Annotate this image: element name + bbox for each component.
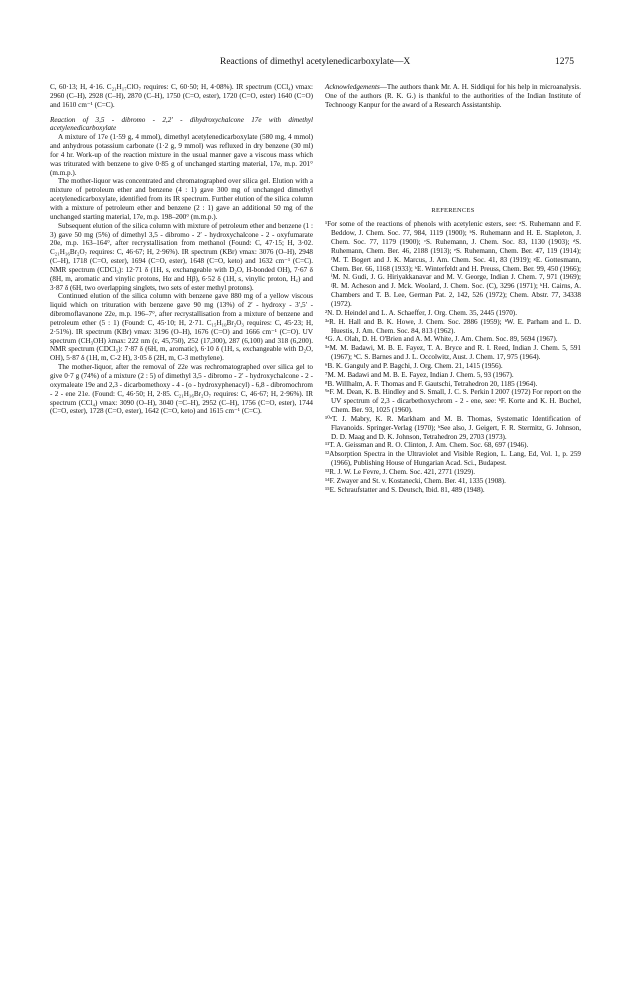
reference-item: ⁴G. A. Olah, D. H. O'Brien and A. M. White, J. Am. Chem. Soc. 89, 5694 (1967). — [325, 335, 558, 344]
acknowledgements — [325, 83, 581, 110]
reference-item: ⁶B. K. Ganguly and P. Bagchi, J. Org. Chem. 21, 1415 (1956). — [325, 361, 503, 370]
paragraph: Continued elution of the silica column with benzene gave 880 mg of a yellow viscous liquid which on trituration with benzene gave 90 mg (13%) of 2′ - hydroxy - 3′,5′ - dibromoflavanone 22e, m.p. 196–7°, after recrystallisation from a mixture of benzene and petroleum ether (5 : 1) (Found: C, 45·10; H, 2·71. C₁₅H₁₀Br₂O₃ requires: C, 45·23; H, 2·51%). IR spectrum (KBr) νmax: 3196 (O–H), 1676 (C=O) and 1666 cm⁻¹ (C=O). UV spectrum (CH₃OH) λmax: 222 nm (ε, 45,750), 252 (17,300), 287 (6,100) and 318 (6,200). NMR spectrum (CDCl₃): 7·87 δ (6H, m, aromatic), 6·10 δ (1H, s, exchangeable with D₂O, OH), 5·87 δ (1H, m, C-2 H), 3·05 δ (2H, m, C-3 methylene). — [50, 292, 313, 363]
reference-item: ³ᵃR. H. Hall and B. K. Howe, J. Chem. Soc. 2886 (1959); ᵇW. E. Parham and L. D. Huestis, J. Am. Chem. Soc. 84, 813 (1962). — [325, 317, 581, 335]
reference-item: ¹¹T. A. Geissman and R. O. Clinton, J. Am. Chem. Soc. 68, 697 (1946). — [325, 441, 529, 450]
running-title: Reactions of dimethyl acetylenedicarboxylate—X — [220, 57, 411, 67]
references-title: REFERENCES — [431, 206, 475, 214]
running-head — [0, 57, 624, 71]
reference-item: ⁷M. M. Badawi and M. B. E. Fayez, Indian J. Chem. 5, 93 (1967). — [325, 370, 514, 379]
acknowledgements-label: Acknowledgements — [325, 83, 380, 91]
reference-item: ¹⁰ᵃT. J. Mabry, K. R. Markham and M. B. Thomas, Systematic Identification of Flavanoids. Springer-Verlag (1970); ᵇSee also, J. Geigert, F. R. Stermitz, G. Johnson, D. D. Maag and D. K. Johnson, Tetrahedron 29, 2703 (1973). — [325, 414, 581, 441]
paragraph: The mother-liquor was concentrated and chromatographed over silica gel. Elution with a mixture of petroleum ether and benzene (4 : 1) gave 300 mg of unchanged dimethyl acetylenedicarboxylate, identified from its IR spectrum. Further elution of the silica column with a mixture of petroleum ether and benzene (2 : 1) gave an additional 50 mg of the unchanged starting material, 17e, m.p. 198–200° (m.m.p.). — [50, 177, 313, 221]
reference-item: ¹⁴F. Zwayer and St. v. Kostanecki, Chem. Ber. 41, 1335 (1908). — [325, 476, 506, 485]
section-heading: Reaction of 3,5 - dibromo - 2,2′ - dihydroxychalcone 17e with dimethyl acetylenedicarboxylate — [50, 115, 313, 133]
reference-item: ¹³R. J. W. Le Fevre, J. Chem. Soc. 421, 2771 (1929). — [325, 468, 476, 476]
reference-item: ¹²Absorption Spectra in the Ultraviolet and Visible Region, L. Lang, Ed, Vol. 1, p. 259 (1966), Publishing House of Hungarian Acad. Sci., Budapest. — [325, 450, 581, 468]
reference-item: ⁵ᵃM. M. Badawi, M. B. E. Fayez, T. A. Bryce and R. I. Reed, Indian J. Chem. 5, 591 (1967); ᵇC. S. Barnes and J. L. Occolwitz, Aust. J. Chem. 17, 975 (1964). — [325, 344, 581, 362]
reference-item: ⁸B. Willhalm, A. F. Thomas and F. Gautschi, Tetrahedron 20, 1185 (1964). — [325, 379, 538, 388]
reference-item: ¹⁵E. Schraufstatter and S. Deutsch, Ibid. 81, 489 (1948). — [325, 485, 485, 494]
page-number: 1275 — [555, 57, 574, 67]
paragraph: The mother-liquor, after the removal of 22e was rechromatographed over silica gel to give 0·7 g (74%) of a mixture (2 : 5) of dimethyl 3,5 - dibromo - 2′ - hydroxychalcone - 2 - oxymaleate 19e and 2,3 - dicarbomethoxy - 4 - (o - hydroxyphenacyl) - 6,8 - dibromochrom - 2 - ene 21e. (Found: C, 46·50; H, 2·85. C₂₁H₁₆Br₂O₇ requires: C, 46·67; H, 2·96%). IR spectrum (CCl₄) νmax: 3090 (O–H), 3040 (=C–H), 2952 (C–H), 1756 (C=O, ester), 1744 (C=O, ester), 1728 (C=O, ester), 1642 (C=O, keto) and 1615 cm⁻¹ (C=C). — [50, 363, 313, 416]
paragraph: A mixture of 17e (1·59 g, 4 mmol), dimethyl acetylenedicarboxylate (580 mg, 4 mmol) and anhydrous potassium carbonate (1·2 g, 9 mmol) was refluxed in dry benzene (30 ml) for 4 hr. Work-up of the reaction mixture in the usual manner gave a viscous mass which was triturated with benzene to give 0·85 g of unchanged starting material, 17e, m.p. 201° (m.m.p.). — [50, 133, 313, 177]
paragraph: Subsequent elution of the silica column with mixture of petroleum ether and benzene (1 : 3) gave 50 mg (5%) of dimethyl 3,5 - dibromo - 2′ - hydroxychalcone - 2 - oxyfumarate 20e, m.p. 163–164°, after recrystallisation from methanol (Found: C, 47·15; H, 3·02. C₂₁H₁₆Br₂O₇ requires: C, 46·67; H, 2·96%). IR spectrum (KBr) νmax: 3076 (O–H), 2948 (C–H), 1718 (C=O, ester), 1694 (C=O, ester), 1648 (C=O, keto) and 1632 cm⁻¹ (C=C). NMR spectrum (CDCl₃): 12·71 δ (1H, s, exchangeable with D₂O, H-bonded OH), 7·67 δ (8H, m, aromatic and vinylic protons, Hα and Hβ), 6·52 δ (1H, s, vinylic proton, H꜀) and 3·87 δ (6H, two overlapping singlets, two sets of ester methyl protons). — [50, 221, 313, 292]
reference-item: ²N. D. Heindel and L. A. Schaeffer, J. Org. Chem. 35, 2445 (1970). — [325, 308, 517, 317]
left-column — [50, 83, 313, 416]
right-column — [325, 83, 581, 495]
reference-item: ⁹ᵃF. M. Dean, K. B. Hindley and S. Small, J. C. S. Perkin I 2007 (1972) For report on the UV spectrum of 2,3 - dicarbethoxychrom - 2 - ene, see: ᵇF. Korte and K. H. Buchel, Chem. Ber. 93, 1025 (1960). — [325, 388, 581, 415]
acknowledgements-text: —The authors thank Mr. A. H. Siddiqui for his help in microanalysis. One of the authors (R. K. G.) is thankful to the authorities of the Indian Institute of Technoogy Kanpur for the award of a Research Assistantship. — [325, 83, 581, 109]
paragraph: C, 60·13; H, 4·16. C₂₁H₁₇ClO₇ requires: C, 60·50; H, 4·08%). IR spectrum (CCl₄) νmax: 2960 (C–H), 2928 (C–H), 2870 (C–H), 1750 (C=O, ester), 1720 (C=O, ester) 1640 (C=O) and 1610 cm⁻¹ (C=C). — [50, 83, 313, 109]
reference-list — [325, 220, 581, 494]
reference-item: ¹For some of the reactions of phenols with acetylenic esters, see: ᵃS. Ruhemann and F. Beddow, J. Chem. Soc. 77, 984, 1119 (1900); ᵇS. Ruhemann and H. E. Stapleton, J. Chem. Soc. 77, 1179 (1900); ᶜS. Ruhemann, J. Chem. Soc. 83, 1130 (1903); ᵈS. Ruhemann, Chem. Ber. 46, 2188 (1913); ᵉS. Ruhemann, Chem. Ber. 47, 119 (1914); ᶠM. T. Bogert and J. K. Marcus, J. Am. Chem. Soc. 41, 83 (1919); ᵍE. Gottesmann, Chem. Ber. 66, 1168 (1933); ʰE. Winterfeldt and H. Preuss, Chem. Ber. 99, 450 (1966); ⁱM. N. Gudi, J. G. Hiriyakkanavar and M. V. George, Indian J. Chem. 7, 971 (1969); ʲR. M. Acheson and J. Mck. Woolard, J. Chem. Soc. (C), 3296 (1971); ᵏH. Cairns, A. Chambers and T. B. Lee, German Pat. 2, 142, 526 (1972); Chem. Abstr. 77, 34338 (1972). — [325, 220, 581, 308]
